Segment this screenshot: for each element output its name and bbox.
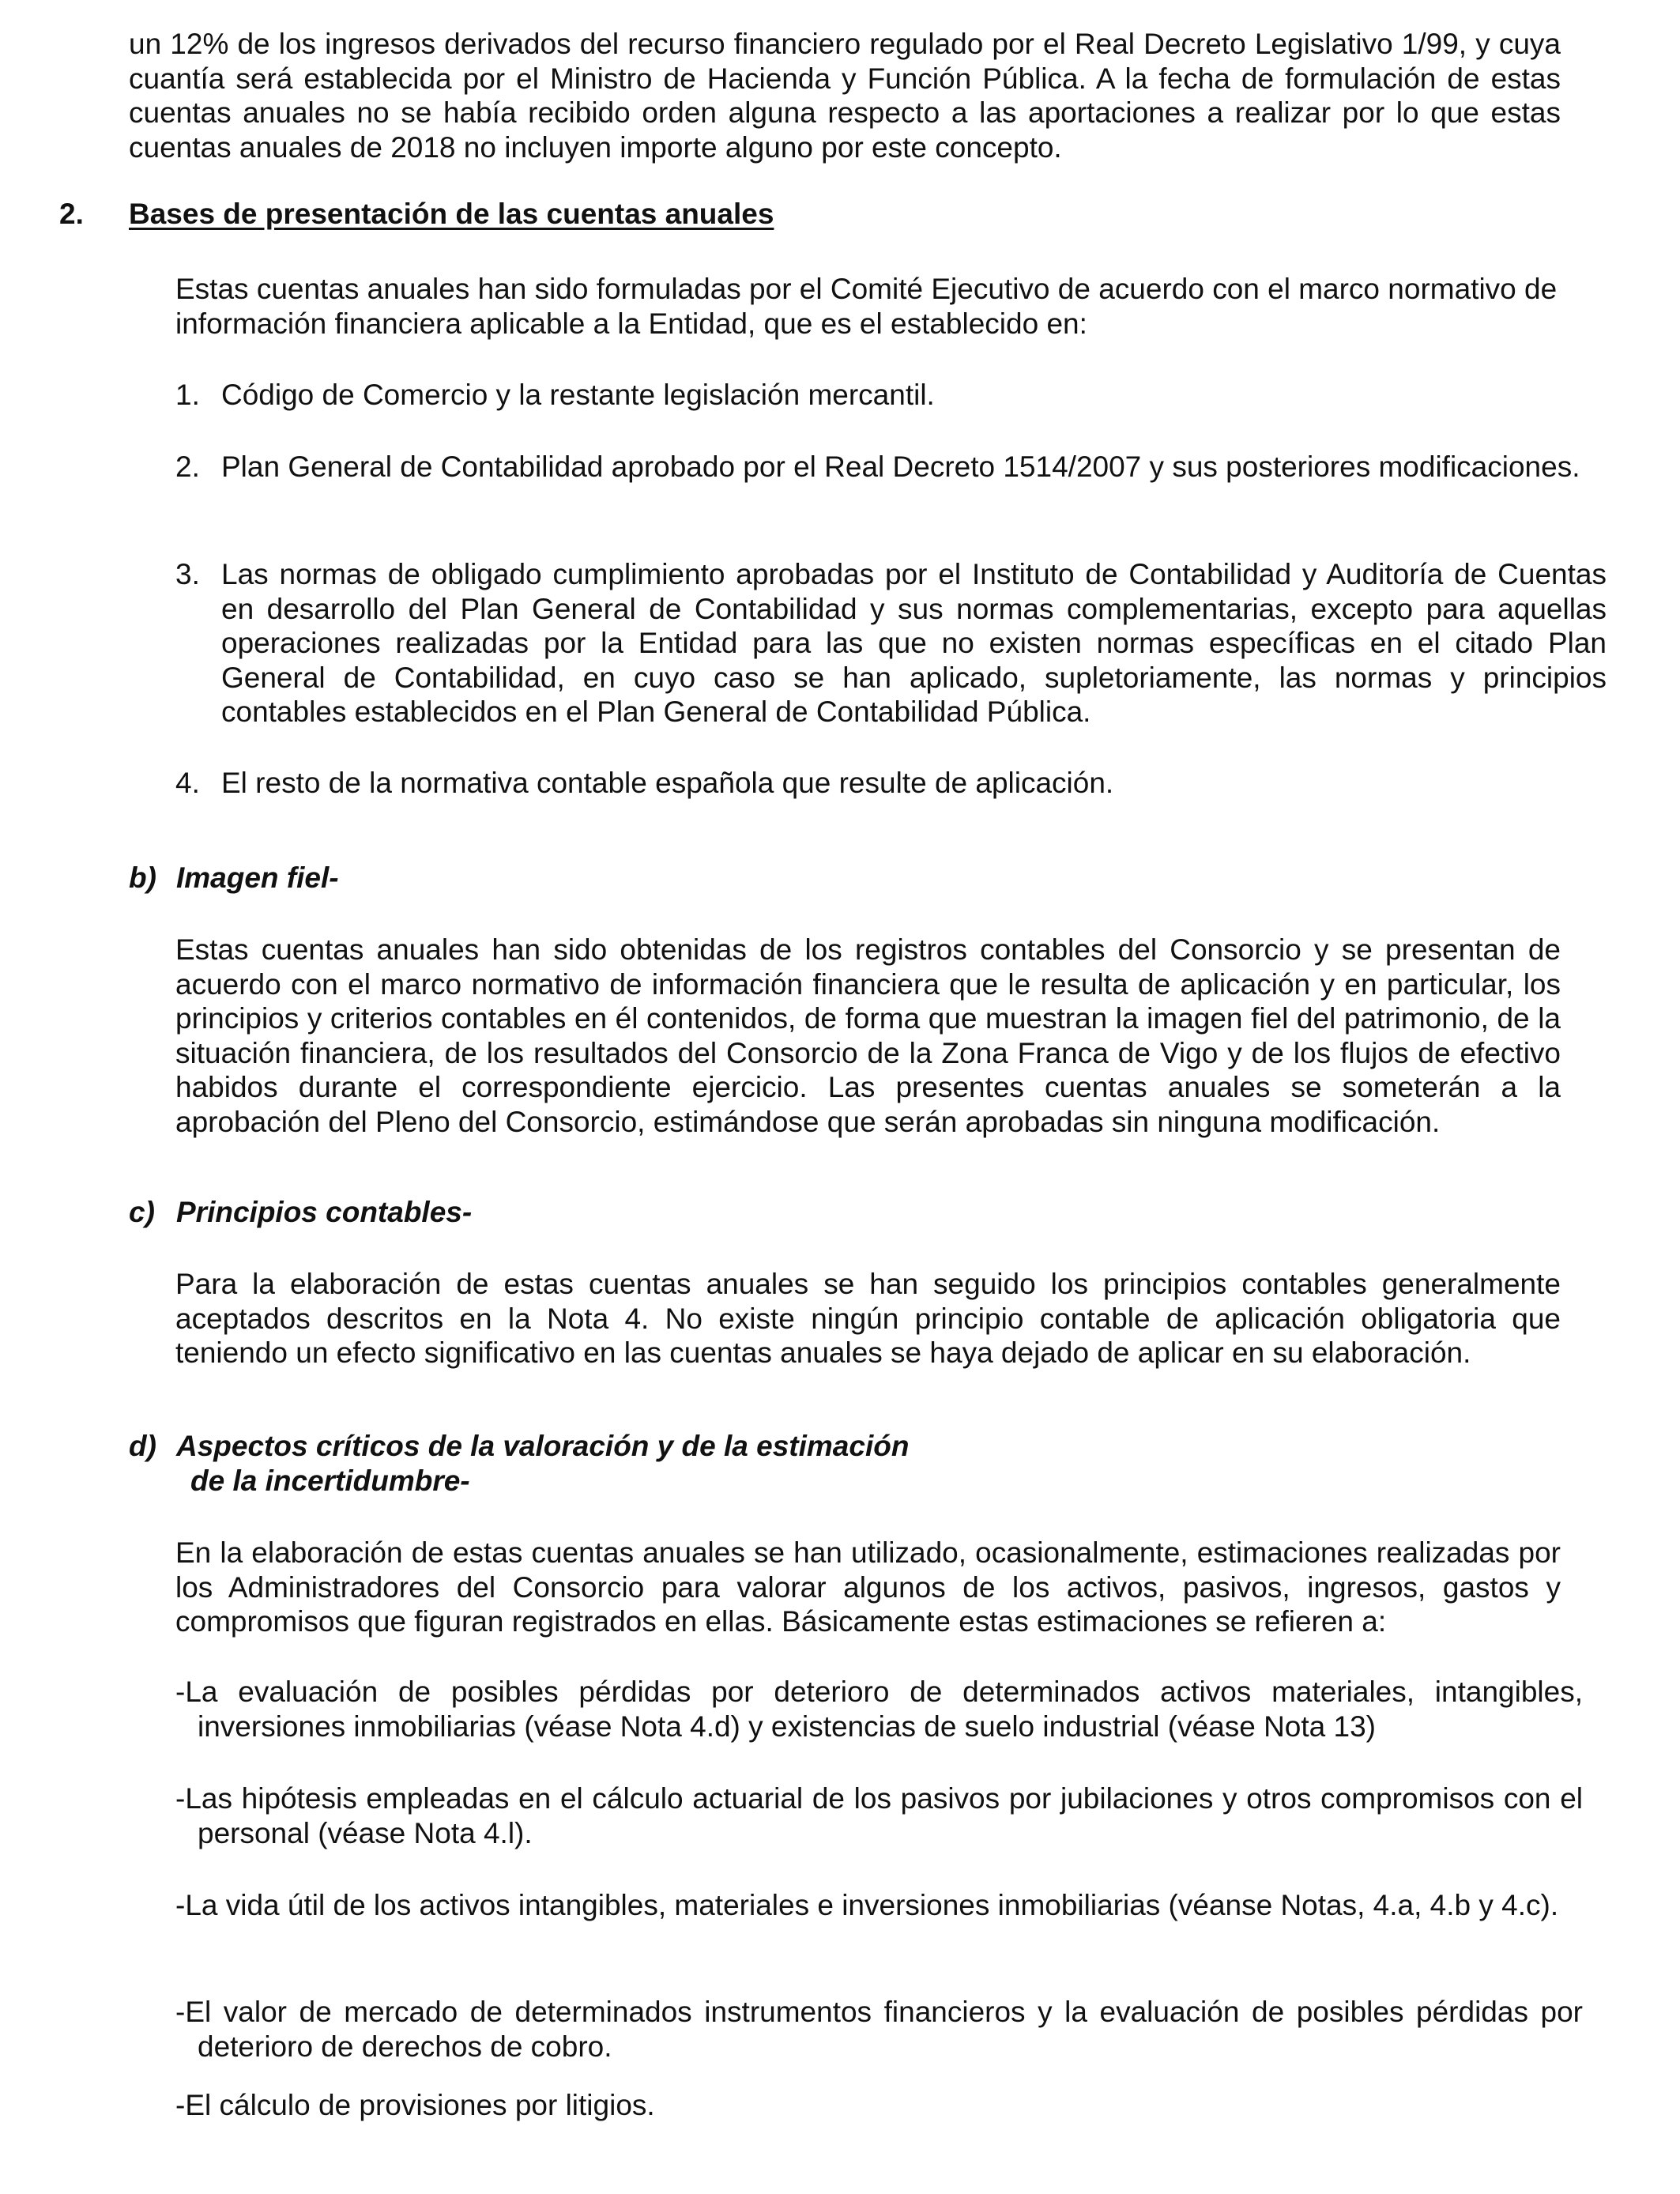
subsection-letter: c)	[129, 1196, 155, 1228]
subsection-title-line2: de la incertidumbre-	[190, 1464, 470, 1497]
section-title: Bases de presentación de las cuentas anuales	[129, 198, 774, 230]
list-item	[175, 450, 1607, 484]
subsection-letter: d)	[129, 1430, 156, 1462]
subsection-heading-b	[129, 861, 919, 895]
subsection-title: Principios contables-	[176, 1196, 473, 1228]
list-item	[175, 766, 1607, 801]
subsection-letter: b)	[129, 861, 156, 894]
list-item-number: 2.	[175, 450, 200, 483]
estimate-item: -El cálculo de provisiones por litigios.	[175, 2089, 655, 2121]
estimate-item: -El valor de mercado de determinados instrumentos financieros y la evaluación de posibles pérdidas por deterioro de derechos de cobro.	[175, 1996, 1583, 2063]
section-heading	[59, 197, 929, 232]
list-item-number: 4.	[175, 767, 200, 799]
list-item-number: 1.	[175, 379, 200, 411]
subsection-heading-c	[129, 1195, 919, 1230]
intro-paragraph: un 12% de los ingresos derivados del recurso financiero regulado por el Real Decreto Legislativo 1/99, y cuya cuantía será establecida por el Ministro de Hacienda y Función Pública. A la fecha de formulación de estas cuentas anuales no se había recibido orden alguna respecto a las aportaciones a realizar por lo que estas cuentas anuales de 2018 no incluyen importe alguno por este concepto.	[129, 28, 1561, 164]
subsection-title: Imagen fiel-	[176, 861, 339, 894]
list-item-number: 3.	[175, 558, 200, 590]
list-item-text: Código de Comercio y la restante legislación mercantil.	[221, 379, 935, 411]
subsection-paragraph-d: En la elaboración de estas cuentas anuales se han utilizado, ocasionalmente, estimaciones realizadas por los Administradores del Consorcio para valorar algunos de los activos, pasivos, ingresos, gastos y compromisos que figuran registrados en ellas. Básicamente estas estimaciones se refieren a:	[175, 1536, 1561, 1638]
subsection-paragraph-c: Para la elaboración de estas cuentas anuales se han seguido los principios contables generalmente aceptados descritos en la Nota 4. No existe ningún principio contable de aplicación obligatoria que teniendo un efecto significativo en las cuentas anuales se haya dejado de aplicar en su elaboración.	[175, 1268, 1561, 1369]
list-item-text: El resto de la normativa contable española que resulte de aplicación.	[221, 767, 1114, 799]
section-number: 2.	[59, 198, 84, 230]
list-item	[175, 378, 1607, 413]
list-item-text: Las normas de obligado cumplimiento aprobadas por el Instituto de Contabilidad y Auditoría de Cuentas en desarrollo del Plan General de Contabilidad y sus normas complementarias, excepto para aquellas operaciones realizadas por la Entidad para las que no existen normas específicas en el citado Plan General de Contabilidad, en cuyo caso se han aplicado, supletoriamente, las normas y principios contables establecidos en el Plan General de Contabilidad Pública.	[221, 558, 1607, 728]
subsection-heading-d	[129, 1429, 1077, 1498]
list-item-text: Plan General de Contabilidad aprobado por el Real Decreto 1514/2007 y sus posteriores modificaciones.	[221, 450, 1580, 483]
section-intro-paragraph: Estas cuentas anuales han sido formuladas por el Comité Ejecutivo de acuerdo con el marco normativo de información financiera aplicable a la Entidad, que es el establecido en:	[175, 273, 1558, 340]
estimate-item: -La evaluación de posibles pérdidas por deterioro de determinados activos materiales, intangibles, inversiones inmobiliarias (véase Nota 4.d) y existencias de suelo industrial (véase Nota 13)	[175, 1676, 1583, 1743]
subsection-paragraph-b: Estas cuentas anuales han sido obtenidas de los registros contables del Consorcio y se presentan de acuerdo con el marco normativo de información financiera que le resulta de aplicación y en particular, los principios y criterios contables en él contenidos, de forma que muestran la imagen fiel del patrimonio, de la situación financiera, de los resultados del Consorcio de la Zona Franca de Vigo y de los flujos de efectivo habidos durante el correspondiente ejercicio. Las presentes cuentas anuales se someterán a la aprobación del Pleno del Consorcio, estimándose que serán aprobadas sin ninguna modificación.	[175, 933, 1561, 1138]
list-item	[175, 557, 1607, 729]
estimate-item: -Las hipótesis empleadas en el cálculo actuarial de los pasivos por jubilaciones y otros compromisos con el personal (véase Nota 4.l).	[175, 1782, 1583, 1849]
estimate-item: -La vida útil de los activos intangibles, materiales e inversiones inmobiliarias (véanse Notas, 4.a, 4.b y 4.c).	[175, 1889, 1559, 1921]
subsection-title-line1: Aspectos críticos de la valoración y de la estimación	[176, 1430, 910, 1462]
